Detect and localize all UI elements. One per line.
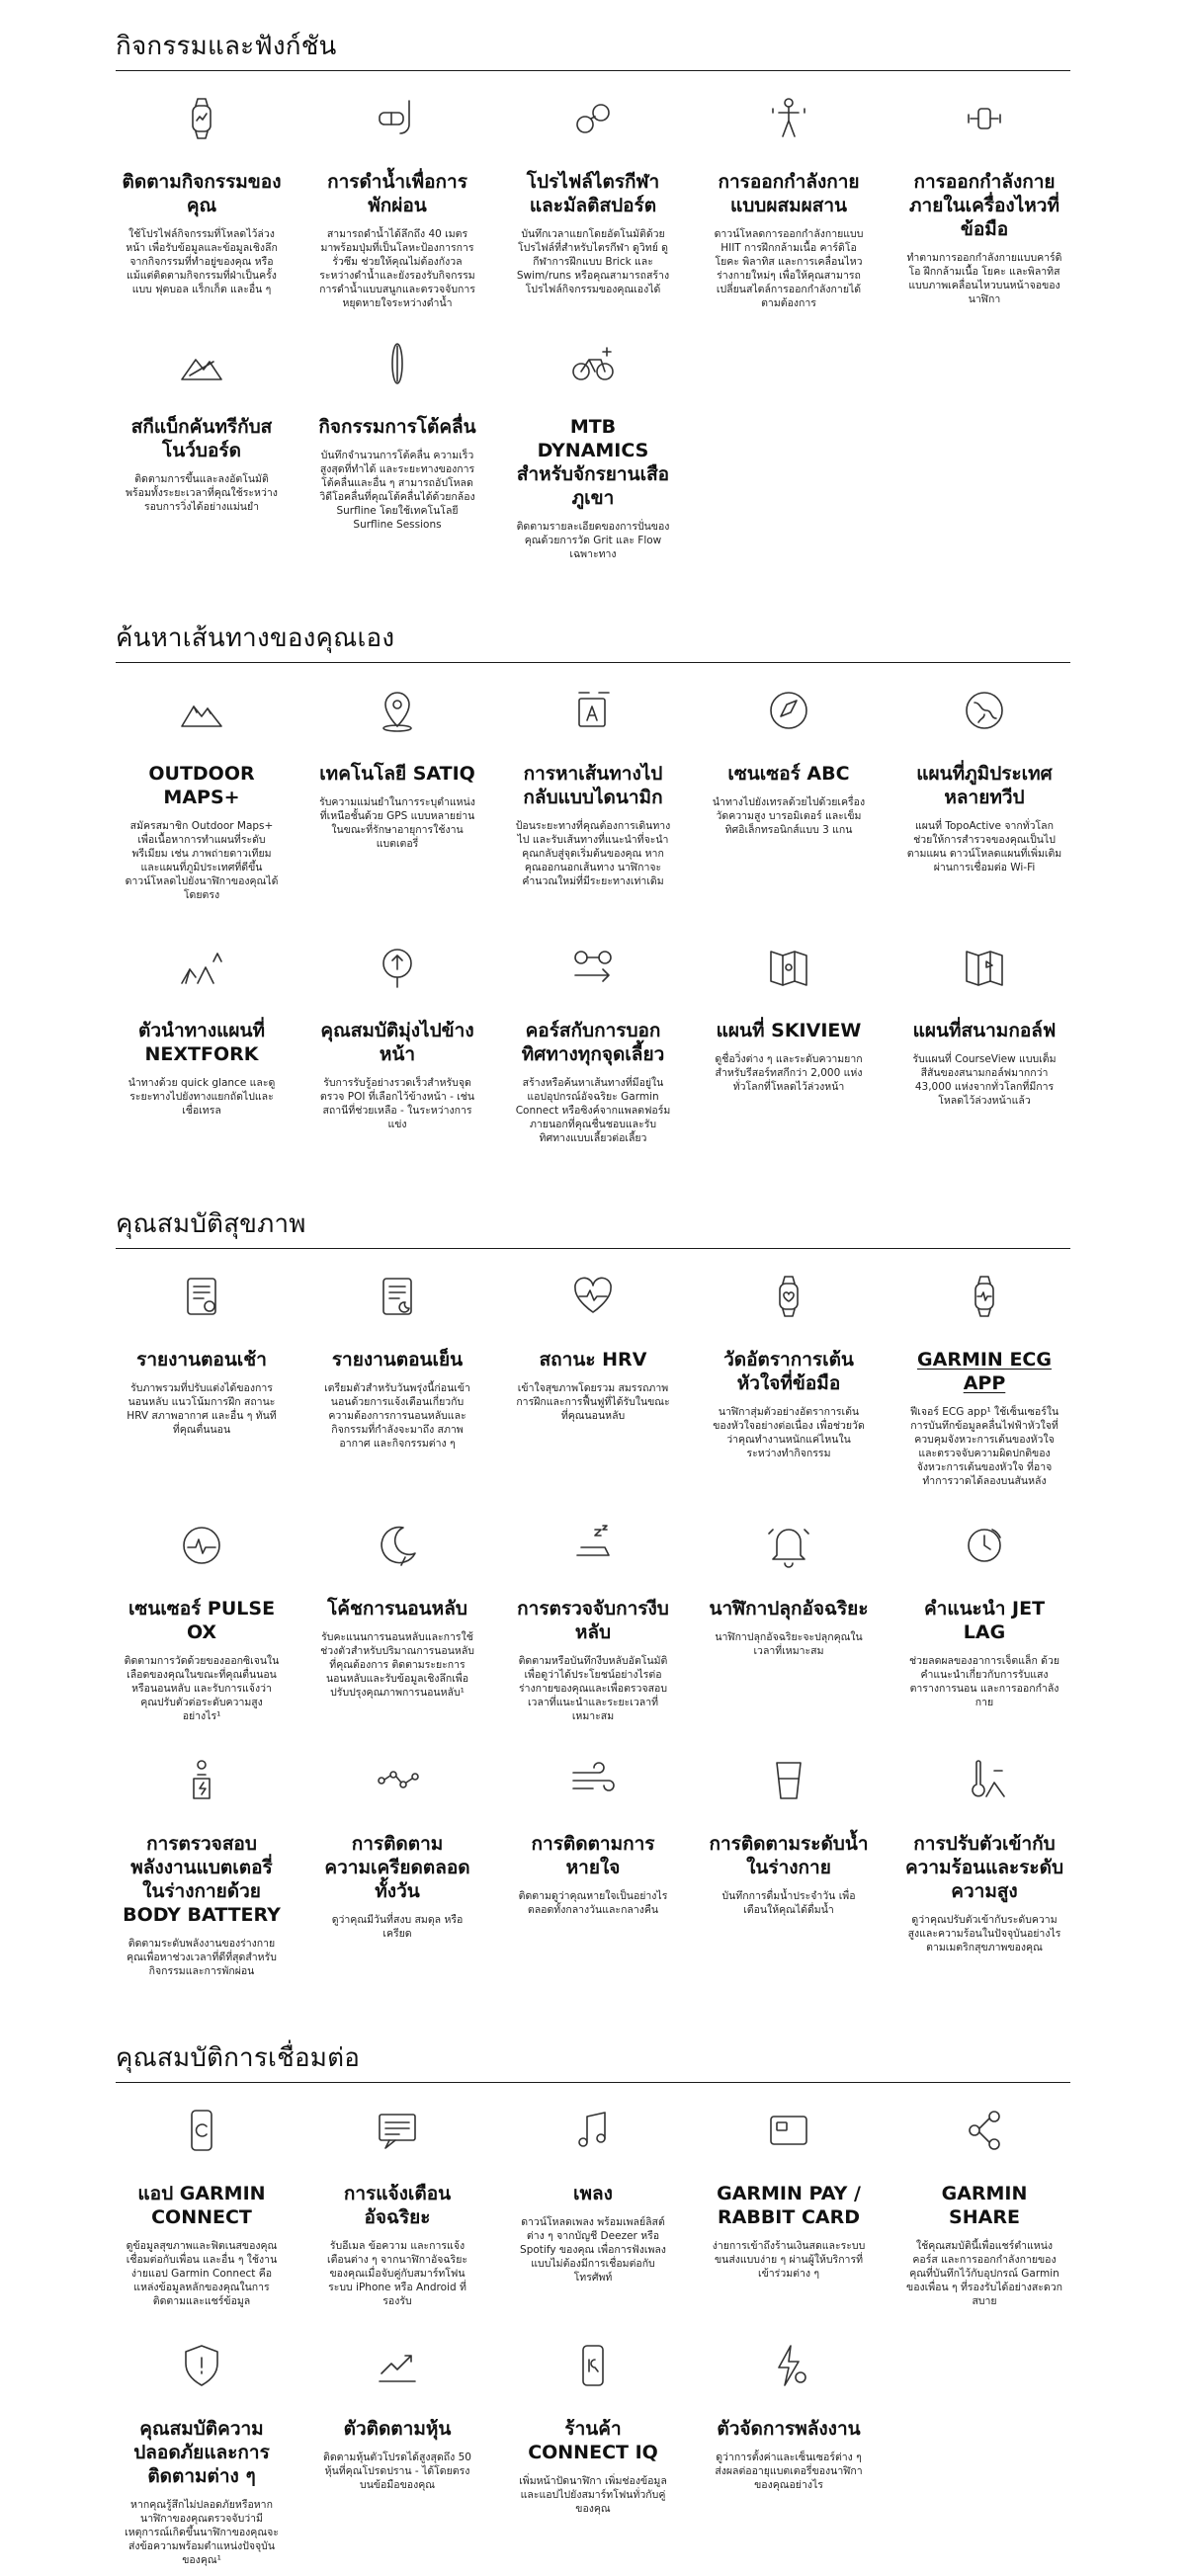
feature-item bbox=[703, 1518, 875, 1723]
feature-description: ดูชื่อวิ่งต่าง ๆ และระดับความยากสำหรับรีสอร์ทสกีกว่า 2,000 แห่งทั่วโลกที่โหลดไว้ล่วงหน้า bbox=[715, 1053, 863, 1093]
feature-item bbox=[898, 2103, 1070, 2308]
section-navigation bbox=[116, 618, 1070, 1145]
feature-description: ช่วยลดผลของอาการเจ็ตแล็ก ด้วยคำแนะนำเกี่ยวกับการรับแสง ตารางการนอน และการออกกำลังกาย bbox=[908, 1655, 1060, 1708]
safety-icon bbox=[174, 2338, 229, 2393]
feature-description: ติดตามการขึ้นและลงอัตโนมัติ พร้อมทั้งระยะเวลาที่คุณใช้ระหว่างรอบการวิ่งได้อย่างแม่นยำ bbox=[126, 473, 278, 513]
feature-title: รายงานตอนเย็น bbox=[331, 1349, 464, 1371]
section-title: คุณสมบัติการเชื่อมต่อ bbox=[116, 2037, 1070, 2083]
nextfork-icon bbox=[174, 940, 229, 995]
feature-description: เข้าใจสุขภาพโดยรวม สมรรถภาพการฝึกและการฟื้นฟูที่ได้รับในขณะที่คุณนอนหลับ bbox=[516, 1382, 670, 1422]
feature-description: ติดตามระดับพลังงานของร่างกายคุณเพื่อหาช่วงเวลาที่ดีที่สุดสำหรับกิจกรรมและการพักผ่อน bbox=[127, 1938, 277, 1977]
mtb-icon bbox=[565, 336, 621, 391]
feature-description: เพิ่มหน้าปัดนาฬิกา เพิ่มช่องข้อมูล และแอปไปยังสมาร์ทโฟนทั่วกับคู่ของคุณ bbox=[519, 2475, 667, 2515]
feature-item bbox=[898, 1518, 1070, 1723]
section-title: คุณสมบัติสุขภาพ bbox=[116, 1204, 1070, 1249]
feature-description: บันทึกการดื่มน้ำประจำวัน เพื่อเตือนให้คุณได้ดื่มน้ำ bbox=[721, 1890, 856, 1916]
feature-item bbox=[507, 1269, 679, 1488]
feature-description: ใช้คุณสมบัตินี้เพื่อแชร์ตำแหน่ง คอร์ส และการออกกำลังกายของคุณที่บันทึกไว้กับอุปกรณ์ Garmin ของเพื่อน ๆ ที่รองรับได้อย่างสะดวกสบาย bbox=[906, 2240, 1062, 2307]
map-mountain-icon bbox=[174, 683, 229, 738]
feature-title: รายงานตอนเช้า bbox=[136, 1349, 267, 1371]
feature-title: การออกกำลังกายภายในเครื่องไหวที่ข้อมือ bbox=[909, 171, 1059, 240]
feature-item bbox=[507, 2338, 679, 2567]
turn-by-turn-icon bbox=[565, 940, 621, 995]
feature-description: ติดตามดูว่าคุณหายใจเป็นอย่างไรตลอดทั้งกลางวันและกลางคืน bbox=[518, 1890, 668, 1916]
feature-description: รับคะแนนการนอนหลับและการใช้ช่วงตัวสำหรับปริมาณการนอนหลับที่คุณต้องการ ติดตามระยะการนอนหลับและรับข้อมูลเชิงลึกเพื่อปรับปรุงคุณภาพการนอนหลับ¹ bbox=[320, 1631, 474, 1699]
feature-description: แผนที่ TopoActive จากทั่วโลกช่วยให้การสำรวจของคุณเป็นไปตามแผน ดาวน์โหลดแผนที่เพิ่มเติมผ่านการเชื่อมต่อ Wi-Fi bbox=[906, 820, 1062, 873]
feature-description: หากคุณรู้สึกไม่ปลอดภัยหรือหากนาฬิกาของคุณตรวจจับว่ามีเหตุการณ์เกิดขึ้นนาฬิกาของคุณจะส่งข้อความพร้อมตำแหน่งปัจจุบันของคุณ¹ bbox=[125, 2499, 279, 2566]
feature-grid bbox=[116, 683, 1070, 1145]
feature-description: ป้อนระยะทางที่คุณต้องการเดินทางไป และรับเส้นทางที่แนะนำที่จะนำคุณกลับสู่จุดเริ่มต้นของคุณ หากคุณออกนอกเส้นทาง นาฬิกาจะคำนวณใหม่ที่มีระยะทางเท่าเดิม bbox=[515, 820, 671, 887]
feature-title: เพลง bbox=[573, 2183, 613, 2204]
feature-title: การดำน้ำเพื่อการพักผ่อน bbox=[327, 171, 467, 216]
feature-item bbox=[116, 336, 288, 561]
wrist-workout-icon bbox=[957, 91, 1012, 146]
ski-map-icon bbox=[761, 940, 816, 995]
multisport-icon bbox=[565, 91, 621, 146]
feature-description: บันทึกเวลาแยกโดยอัตโนมัติด้วยโปรไฟล์ที่สำหรับไตรกีฬา ดูวิทย์ ดูกีฬาการฝึกแบบ Brick และ Swim/runs หรือคุณสามารถสร้างโปรไฟล์กิจกรรมของคุณเองได้ bbox=[516, 228, 670, 295]
hrv-heart-icon bbox=[565, 1269, 621, 1324]
satiq-pin-icon bbox=[370, 683, 425, 738]
power-manager-icon bbox=[761, 2338, 816, 2393]
feature-title: OUTDOOR MAPS+ bbox=[148, 763, 255, 808]
feature-description: นาฬิกาสุ่มตัวอย่างอัตราการเต้นของหัวใจอย่างต่อเนื่อง เพื่อช่วยวัดว่าคุณทำงานหนักแค่ไหนในระหว่างทำกิจกรรม bbox=[713, 1406, 865, 1459]
golf-map-icon bbox=[957, 940, 1012, 995]
stress-icon bbox=[370, 1753, 425, 1808]
feature-description: สามารถดำน้ำได้ลึกถึง 40 เมตร มาพร้อมปุ่มที่เป็นโลหะป้องการการรั่วซึม ช่วยให้คุณไม่ต้องกังวลระหว่างดำน้ำและยังรองรับกิจกรรมการดำน้ำแบบสนูกและตรวจจับการหยุดหายใจระหว่างดำน้ำ bbox=[319, 228, 475, 309]
snorkel-icon bbox=[370, 91, 425, 146]
feature-title: เซนเซอร์ PULSE OX bbox=[127, 1598, 276, 1643]
dynamic-route-icon bbox=[565, 683, 621, 738]
feature-title: นาฬิกาปลุกอัจฉริยะ bbox=[709, 1598, 869, 1620]
feature-title: วัดอัตราการเต้นหัวใจที่ข้อมือ bbox=[723, 1349, 854, 1394]
feature-item bbox=[311, 940, 483, 1145]
feature-item bbox=[116, 1518, 288, 1723]
feature-description: รับแผนที่ CourseView แบบเต็มสีสันของสนามกอล์ฟมากกว่า 43,000 แห่งจากทั่วโลกที่มีการโหลดไว้ล่วงหน้าแล้ว bbox=[912, 1053, 1057, 1107]
feature-grid bbox=[116, 1269, 1070, 1978]
feature-description: ดาวน์โหลดการออกกำลังกายแบบ HIIT การฝึกกล้ามเนื้อ คาร์ดิโอ โยคะ พิลาทิส และการเคลื่อนไหวร่างกายใหม่ๆ เพื่อให้คุณสามารถเปลี่ยนสไตล์การออกกำลังกายได้ตามต้องการ bbox=[714, 228, 864, 309]
feature-description: เตรียมตัวสำหรับวันพรุ่งนี้ก่อนเข้านอนด้วยการแจ้งเตือนเกี่ยวกับความต้องการการนอนหลับและกิจกรรมที่กำลังจะมาถึง สภาพอากาศ และกิจกรรมต่าง ๆ bbox=[324, 1382, 470, 1450]
feature-item bbox=[703, 2338, 875, 2567]
feature-title: การตรวจสอบพลังงานแบตเตอรี่ในร่างกายด้วย BODY BATTERY bbox=[123, 1833, 281, 1926]
feature-title: การติดตามระดับน้ำในร่างกาย bbox=[709, 1833, 869, 1878]
feature-item bbox=[703, 683, 875, 902]
feature-item bbox=[898, 1753, 1070, 1978]
feature-item bbox=[507, 1518, 679, 1723]
feature-description: ติดตามหรือบันทึกงีบหลับอัตโนมัติเพื่อดูว่าได้ประโยชน์อย่างไรต่อร่างกายของคุณและเพื่อตรวจสอบเวลาที่แนะนำและระยะเวลาที่เหมาะสม bbox=[518, 1655, 668, 1722]
section-title: ค้นหาเส้นทางของคุณเอง bbox=[116, 618, 1070, 663]
heat-altitude-icon bbox=[957, 1753, 1012, 1808]
feature-title: โปรไฟล์ไตรกีฬาและมัลติสปอร์ต bbox=[526, 171, 660, 216]
feature-title: GARMIN PAY / RABBIT CARD bbox=[717, 2183, 861, 2228]
globe-icon bbox=[957, 683, 1012, 738]
feature-item bbox=[116, 683, 288, 902]
ecg-watch-icon bbox=[957, 1269, 1012, 1324]
feature-item bbox=[507, 336, 679, 561]
feature-title: เทคโนโลยี SATIQ bbox=[319, 763, 475, 785]
pulse-ox-icon bbox=[174, 1518, 229, 1573]
respiration-icon bbox=[565, 1753, 621, 1808]
feature-title: คุณสมบัติมุ่งไปข้างหน้า bbox=[320, 1020, 474, 1065]
sleep-coach-icon bbox=[370, 1518, 425, 1573]
feature-description: สมัครสมาชิก Outdoor Maps+ เพื่อเนื้อหาการทำแผนที่ระดับพรีเมียม เช่น ภาพถ่ายดาวเทียมและแผนที่ภูมิประเทศที่ดีขึ้น ดาวน์โหลดไปยังนาฬิกาของคุณได้โดยตรง bbox=[125, 820, 279, 901]
hydration-icon bbox=[761, 1753, 816, 1808]
feature-description: รับความแม่นยำในการระบุตำแหน่งที่เหนือชั้นด้วย GPS แบบหลายย่านในขณะที่รักษาอายุการใช้งานแบตเตอรี่ bbox=[319, 796, 475, 850]
feature-item bbox=[898, 91, 1070, 310]
feature-item bbox=[116, 91, 288, 310]
feature-item bbox=[703, 940, 875, 1145]
feature-title: การหาเส้นทางไปกลับแบบไดนามิก bbox=[523, 763, 663, 808]
feature-item bbox=[116, 940, 288, 1145]
feature-title: คุณสมบัติความปลอดภัยและการติดตามต่าง ๆ bbox=[133, 2418, 270, 2487]
feature-item bbox=[116, 1753, 288, 1978]
feature-item bbox=[507, 2103, 679, 2308]
feature-item bbox=[311, 2103, 483, 2308]
feature-title: กิจกรรมการโต้คลื่น bbox=[318, 416, 476, 438]
feature-description: ดูว่าการตั้งค่าและเซ็นเซอร์ต่าง ๆ ส่งผลต่ออายุแบตเตอรี่ของนาฬิกาของคุณอย่างไร bbox=[715, 2451, 863, 2491]
feature-title: การปรับตัวเข้ากับความร้อนและระดับความสูง bbox=[904, 1833, 1064, 1902]
feature-item bbox=[507, 1753, 679, 1978]
feature-title: ตัวจัดการพลังงาน bbox=[717, 2418, 861, 2440]
feature-title: การตรวจจับการงีบหลับ bbox=[517, 1598, 669, 1643]
surfboard-icon bbox=[370, 336, 425, 391]
feature-title: การติดตามการหายใจ bbox=[531, 1833, 655, 1878]
feature-title: แอป GARMIN CONNECT bbox=[137, 2183, 266, 2228]
feature-item bbox=[507, 940, 679, 1145]
connect-iq-icon bbox=[565, 2338, 621, 2393]
feature-item bbox=[116, 1269, 288, 1488]
feature-item bbox=[507, 683, 679, 902]
feature-description: รับอีเมล ข้อความ และการแจ้งเตือนต่าง ๆ จากนาฬิกาอัจฉริยะของคุณเมื่อจับคู่กับสมาร์ทโฟนระบบ iPhone หรือ Android ที่รองรับ bbox=[326, 2240, 467, 2307]
feature-item bbox=[507, 91, 679, 310]
feature-title: ติดตามกิจกรรมของคุณ bbox=[122, 171, 282, 216]
feature-title: ตัวนำทางแผนที่ NEXTFORK bbox=[137, 1020, 266, 1065]
feature-item bbox=[898, 1269, 1070, 1488]
feature-item bbox=[311, 336, 483, 561]
stocks-icon bbox=[370, 2338, 425, 2393]
feature-title: เซนเซอร์ ABC bbox=[727, 763, 850, 785]
feature-item bbox=[703, 1269, 875, 1488]
smart-alarm-icon bbox=[761, 1518, 816, 1573]
feature-item bbox=[116, 2103, 288, 2308]
jet-lag-icon bbox=[957, 1518, 1012, 1573]
feature-title: การแจ้งเตือนอัจฉริยะ bbox=[343, 2183, 452, 2228]
feature-description: นาฬิกาปลุกอัจฉริยะจะปลุกคุณในเวลาที่เหมาะสม bbox=[715, 1631, 863, 1657]
breathing-detect-icon bbox=[565, 1518, 621, 1573]
section-health bbox=[116, 1204, 1070, 1978]
feature-description: บันทึกจำนวนการโต้คลื่น ความเร็วสูงสุดที่ทำได้ และระยะทางของการโต้คลื่นและอื่น ๆ สามารถอัปโหลดวิดีโอคลื่นที่คุณโต้คลื่นได้ด้วยกล้อง Surfline โดยใช้เทคโนโลยี Surfline Sessions bbox=[319, 450, 475, 531]
feature-title: ร้านค้า CONNECT IQ bbox=[528, 2418, 658, 2463]
feature-title: แผนที่ SKIVIEW bbox=[716, 1020, 862, 1041]
feature-title: สถานะ HRV bbox=[539, 1349, 647, 1371]
feature-title: โค้ชการนอนหลับ bbox=[327, 1598, 467, 1620]
music-icon bbox=[565, 2103, 621, 2158]
feature-title: คำแนะนำ JET LAG bbox=[923, 1598, 1046, 1643]
feature-title: การออกกำลังกายแบบผสมผสาน bbox=[718, 171, 860, 216]
share-icon bbox=[957, 2103, 1012, 2158]
feature-description: ง่ายการเข้าถึงร้านเงินสดและระบบขนส่งแบบง่าย ๆ ผ่านผู้ให้บริการที่เข้าร่วมต่าง ๆ bbox=[712, 2240, 866, 2280]
section-activities bbox=[116, 26, 1070, 561]
feature-description: ดูข้อมูลสุขภาพและฟิตเนสของคุณเชื่อมต่อกับเพื่อน และอื่น ๆ ใช้งานง่ายแอป Garmin Connect คือแหล่งข้อมูลหลักของคุณในการติดตามและแชร์ข้อมูล bbox=[126, 2240, 278, 2307]
feature-description: ดูว่าคุณปรับตัวเข้ากับระดับความสูงและความร้อนในปัจจุบันอย่างไรตามเมตริกสุขภาพของคุณ bbox=[907, 1914, 1061, 1953]
feature-description: นำทางด้วย quick glance และดูระยะทางไปยังทางแยกถัดไปและเชื่อเทรล bbox=[127, 1077, 276, 1117]
watch-activity-icon bbox=[174, 91, 229, 146]
arrow-pin-icon bbox=[370, 940, 425, 995]
feature-item bbox=[898, 683, 1070, 902]
feature-item bbox=[311, 2338, 483, 2567]
feature-description: ดูว่าคุณมีวันที่สงบ สมดุล หรือเครียด bbox=[331, 1914, 464, 1940]
feature-title: สกีแบ็กคันทรีกับสโนว์บอร์ด bbox=[130, 416, 273, 461]
feature-title-link[interactable]: GARMIN ECG APP bbox=[917, 1349, 1052, 1394]
phone-app-icon bbox=[174, 2103, 229, 2158]
feature-item bbox=[703, 2103, 875, 2308]
compass-icon bbox=[761, 683, 816, 738]
feature-title: MTB DYNAMICS สำหรับจักรยานเสือภูเขา bbox=[516, 416, 670, 509]
feature-description: ทำตามการออกกำลังกายแบบคาร์ดิโอ ฝึกกล้ามเนื้อ โยคะ และพิลาทิส แบบภาพเคลื่อนไหวบนหน้าจอของนาฬิกา bbox=[906, 252, 1062, 305]
section-title: กิจกรรมและฟังก์ชัน bbox=[116, 26, 1070, 71]
wrist-hr-icon bbox=[761, 1269, 816, 1324]
feature-title: ตัวติดตามหุ้น bbox=[343, 2418, 452, 2440]
feature-description: นำทางไปยังเทรลด้วยไปด้วยเครื่องวัดความสูง บารอมิเตอร์ และเข็มทิศอิเล็กทรอนิกส์แบบ 3 แกน bbox=[712, 796, 866, 836]
morning-report-icon bbox=[174, 1269, 229, 1324]
feature-description: ดาวน์โหลดเพลง พร้อมเพลย์ลิสต์ต่าง ๆ จากบัญชี Deezer หรือ Spotify ของคุณ เพื่อการฟังเพลงแบบไม่ต้องมีการเชื่อมต่อกับโทรศัพท์ bbox=[520, 2216, 666, 2284]
feature-grid bbox=[116, 91, 1070, 561]
feature-item bbox=[703, 1753, 875, 1978]
section-connectivity bbox=[116, 2037, 1070, 2567]
feature-title: แผนที่สนามกอล์ฟ bbox=[912, 1020, 1057, 1041]
feature-item bbox=[116, 2338, 288, 2567]
feature-item bbox=[311, 1518, 483, 1723]
feature-item bbox=[311, 1753, 483, 1978]
feature-description: รับการรับรู้อย่างรวดเร็วสำหรับจุดตรวจ POI ที่เลือกไว้ข้างหน้า - เช่น สถานีที่ช่วยเหลือ - ในระหว่างการแข่ง bbox=[319, 1077, 475, 1130]
feature-grid bbox=[116, 2103, 1070, 2567]
feature-description: ติดตามรายละเอียดของการปั่นของคุณด้วยการวัด Grit และ Flow เฉพาะทาง bbox=[516, 521, 670, 560]
wallet-icon bbox=[761, 2103, 816, 2158]
feature-item bbox=[311, 1269, 483, 1488]
feature-item bbox=[703, 91, 875, 310]
feature-description: ติดตามหุ้นตัวโปรดได้สูงสุดถึง 50 หุ้นที่คุณโปรดปราน - ได้โดยตรงบนข้อมือของคุณ bbox=[323, 2451, 471, 2491]
notification-icon bbox=[370, 2103, 425, 2158]
feature-title: GARMIN SHARE bbox=[941, 2183, 1028, 2228]
feature-item bbox=[898, 940, 1070, 1145]
body-battery-icon bbox=[174, 1753, 229, 1808]
feature-title: การติดตามความเครียดตลอดทั้งวัน bbox=[324, 1833, 470, 1902]
hiit-icon bbox=[761, 91, 816, 146]
evening-report-icon bbox=[370, 1269, 425, 1324]
feature-description: รับภาพรวมที่ปรับแต่งได้ของการนอนหลับ แนวโน้มการฝึก สถานะ HRV สภาพอากาศ และอื่น ๆ ทันทีที่คุณตื่นนอน bbox=[127, 1382, 277, 1436]
ski-icon bbox=[174, 336, 229, 391]
feature-item bbox=[311, 91, 483, 310]
feature-description: ติดตามการวัดด้วยของออกซิเจนในเลือดของคุณในขณะที่คุณตื่นนอนหรือนอนหลับ และรับการแจ้งว่าคุณปรับตัวต่อระดับความสูงอย่างไร¹ bbox=[124, 1655, 280, 1722]
feature-title: แผนที่ภูมิประเทศหลายทวีป bbox=[916, 763, 1053, 808]
feature-description: ใช้โปรไฟล์กิจกรรมที่โหลดไว้ล่วงหน้า เพื่อรับข้อมูลและข้อมูลเชิงลึกจากกิจกรรมที่ทำอยู่ของคุณ หรือแม้แต่ติดตามกิจกรรมที่ฝ่าเป็นครั้งแบบ ฟุตบอล แร็กเก็ต และอื่น ๆ bbox=[126, 228, 278, 295]
feature-description: สร้างหรือค้นหาเส้นทางที่มีอยู่ในแอปอุปกรณ์อัจฉริยะ Garmin Connect หรือซิงค์จากแพลตฟอร์มภายนอกที่คุณชื่นชอบและรับทิศทางแบบเลี้ยวต่อเลี้ยว bbox=[515, 1077, 671, 1144]
feature-item bbox=[311, 683, 483, 902]
feature-title: คอร์สกับการบอกทิศทางทุกจุดเลี้ยว bbox=[521, 1020, 665, 1065]
feature-description: ฟีเจอร์ ECG app¹ ใช้เซ็นเซอร์ในการบันทึกข้อมูลคลื่นไฟฟ้าหัวใจที่ควบคุมจังหวะการเต้นของหัวใจ และตรวจจับความผิดปกติของจังหวะการเต้นของหัวใจ ที่อาจทำการวาดได้ลองบนสันหลัง bbox=[909, 1406, 1059, 1487]
